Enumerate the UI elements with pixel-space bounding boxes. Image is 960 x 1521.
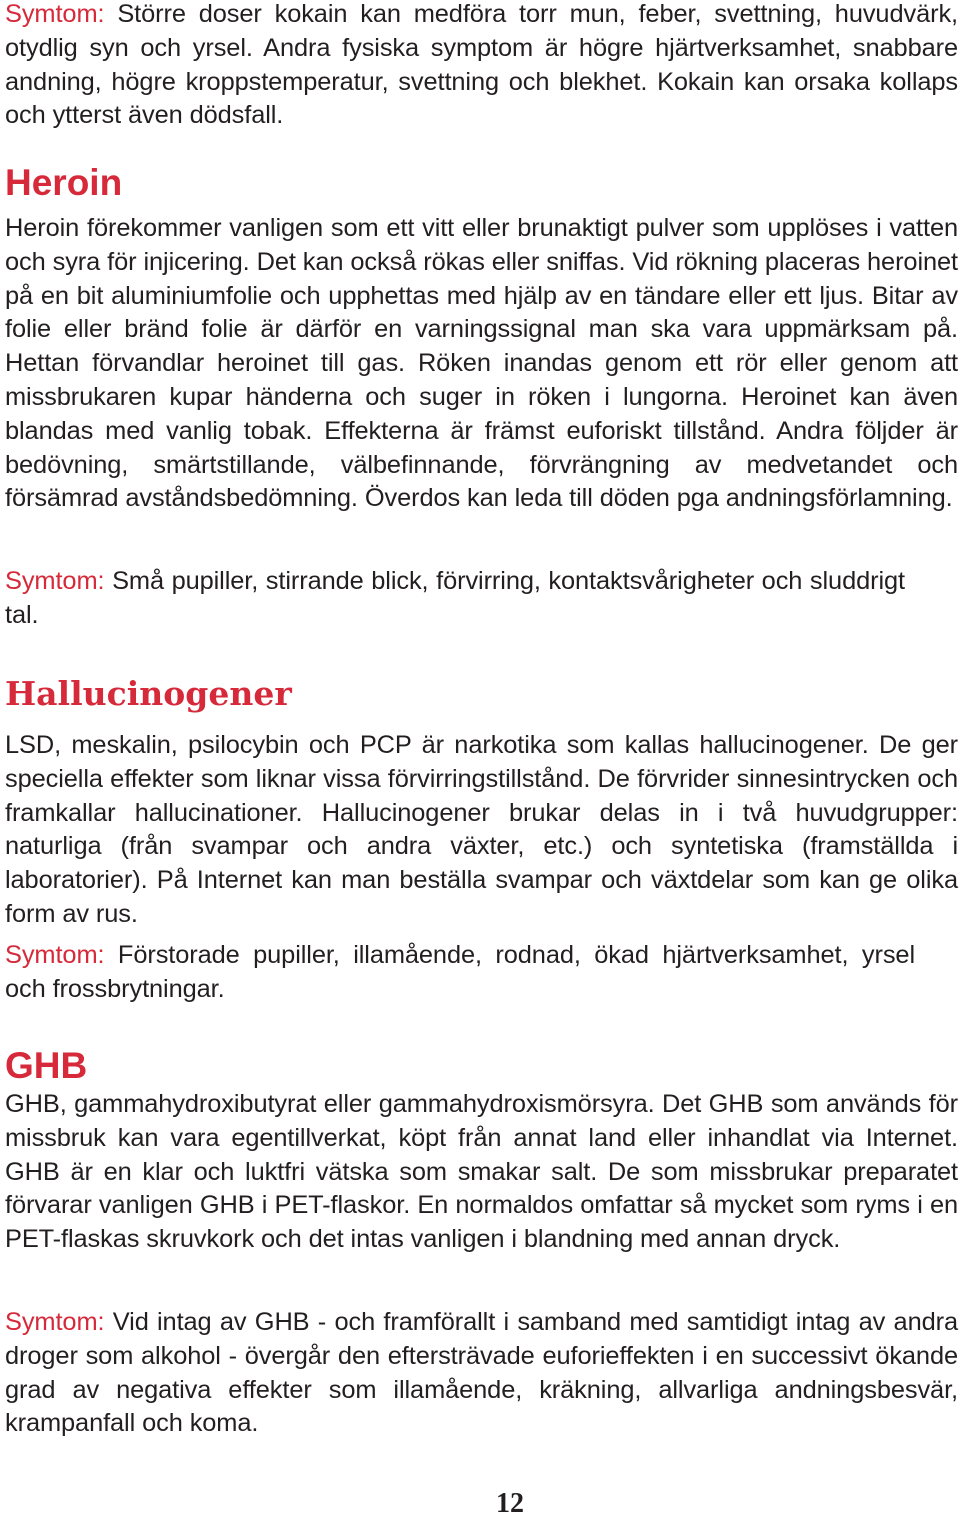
ghb-heading: GHB xyxy=(5,1045,88,1086)
symptoms-text: Större doser kokain kan medföra torr mun, feber, svettning, huvudvärk, otydlig syn och yrsel. Andra fysiska symptom är högre hjärtverksamhet, snabbare andning, högre kroppstemperatur, svettning och blekhet. Kokain kan orsaka kollaps och ytterst även dödsfall. xyxy=(5,0,958,130)
heroin-heading: Heroin xyxy=(5,162,123,203)
heroin-symptoms-paragraph xyxy=(5,565,905,633)
page-number: 12 xyxy=(496,1488,524,1519)
symptoms-text: Små pupiller, stirrande blick, förvirring, kontaktsvårigheter och sluddrigt tal. xyxy=(5,567,905,629)
hallucinogens-body-paragraph: LSD, meskalin, psilocybin och PCP är narkotika som kallas hallucinogener. De ger speciella effekter som liknar vissa förvirringstillstånd. De förvrider sinnesintrycken och framkallar hallucinationer. Hallucinogener brukar delas in i två huvudgrupper: naturliga (från svampar och andra växter, etc.) och syntetiska (framställda i laboratorier). På Internet kan man beställa svampar och växtdelar som kan ge olika form av rus. xyxy=(5,731,958,928)
heroin-body-paragraph: Heroin förekommer vanligen som ett vitt eller brunaktigt pulver som upplöses i vatten och syra för injicering. Det kan också rökas eller sniffas. Vid rökning placeras heroinet på en bit aluminiumfolie och upphettas med hjälp av en tändare eller ett ljus. Bitar av folie eller bränd folie är därför en varningssignal man ska vara uppmärksam på. Hettan förvandlar heroinet till gas. Röken inandas genom ett rör eller genom att missbrukaren kupar händerna och suger in röken i lungorna. Heroinet kan även blandas med vanlig tobak. Effekterna är främst euforiskt tillstånd. Andra följder är bedövning, smärtstillande, välbefinnande, förvrängning av medvetandet och försämrad avståndsbedömning. Överdos kan leda till döden pga andningsförlamning. xyxy=(5,214,958,513)
hallucinogens-heading: Hallucinogener xyxy=(5,674,292,713)
symptoms-text: Vid intag av GHB - och framförallt i samband med samtidigt intag av andra droger som alkohol - övergår den eftersträvade euforieffekten i en successivt ökande grad av negativa effekter som illamående, kräkning, allvarliga andningsbesvär, krampanfall och koma. xyxy=(5,1308,958,1438)
symptoms-text: Förstorade pupiller, illamående, rodnad, ökad hjärtverksamhet, yrsel och frossbrytningar. xyxy=(5,941,915,1003)
ghb-body-paragraph: GHB, gammahydroxibutyrat eller gammahydroxismörsyra. Det GHB som används för missbruk kan vara egentillverkat, köpt från annat land eller inhandlat via Internet. GHB är en klar och luktfri vätska som smakar salt. De som missbrukar preparatet förvarar vanligen GHB i PET-flaskor. En normaldos omfattar så mycket som ryms i en PET-flaskas skruvkork och det intas vanligen i blandning med annan dryck. xyxy=(5,1090,958,1254)
ghb-symptoms-paragraph xyxy=(5,1306,958,1441)
symptoms-label: Symtom: xyxy=(5,567,105,595)
symptoms-label: Symtom: xyxy=(5,941,105,969)
cocaine-symptoms-paragraph xyxy=(5,0,958,133)
hallucinogens-symptoms-paragraph xyxy=(5,939,915,1007)
symptoms-label: Symtom: xyxy=(5,0,105,28)
symptoms-label: Symtom: xyxy=(5,1308,105,1336)
